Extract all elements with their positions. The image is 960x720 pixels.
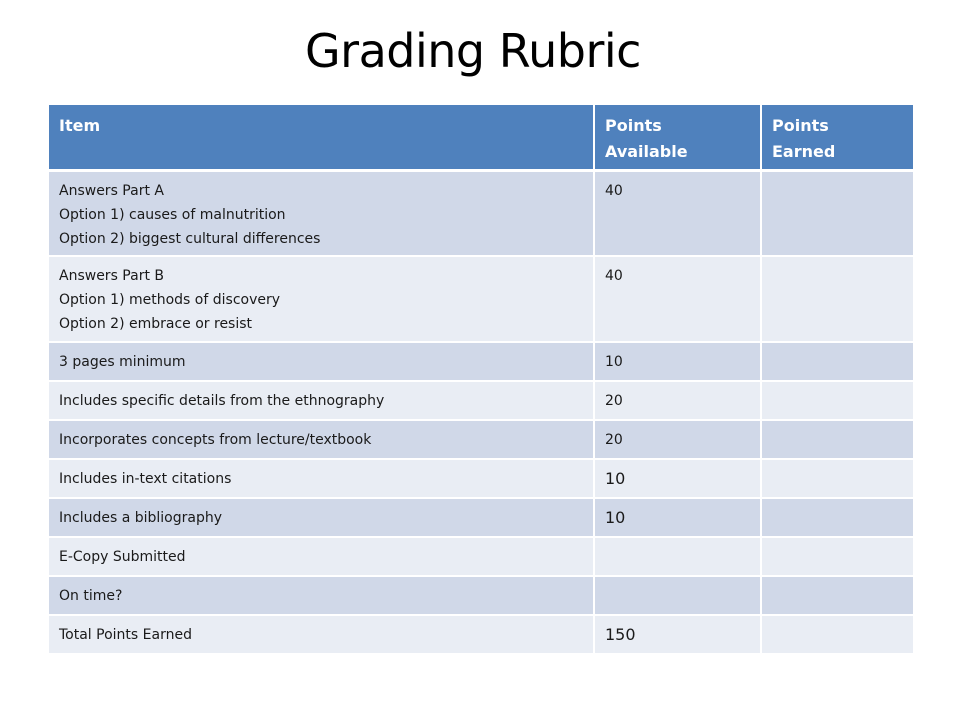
cell-points-earned (761, 576, 914, 615)
header-points-earned (761, 104, 914, 170)
cell-points-available: 150 (594, 615, 761, 654)
table-row (48, 381, 914, 420)
table-row (48, 170, 914, 256)
cell-points-earned (761, 256, 914, 342)
item-line: Option 2) biggest cultural differences (59, 230, 321, 247)
header-points-earned-line1: Points (772, 116, 829, 135)
cell-points-available: 10 (594, 459, 761, 498)
item-line: Option 2) embrace or resist (59, 316, 253, 332)
table-row (48, 420, 914, 459)
header-points-earned-line2: Earned (772, 142, 836, 161)
page-title: Grading Rubric (305, 24, 641, 78)
cell-points-earned (761, 615, 914, 654)
cell-points-available: 20 (594, 420, 761, 459)
cell-points-earned (761, 498, 914, 537)
table-row (48, 537, 914, 576)
item-line: Option 1) methods of discovery (59, 292, 281, 308)
cell-points-earned (761, 537, 914, 576)
header-item: Item (48, 104, 594, 170)
header-points-available-line2: Available (605, 142, 688, 161)
cell-points-available: 40 (594, 170, 761, 256)
cell-points-earned (761, 170, 914, 256)
cell-item (48, 170, 594, 256)
item-line: Answers Part B (59, 268, 164, 284)
table-row (48, 459, 914, 498)
cell-item: E-Copy Submitted (48, 537, 594, 576)
cell-points-available: 20 (594, 381, 761, 420)
cell-item (48, 256, 594, 342)
header-points-available-line1: Points (605, 116, 662, 135)
cell-points-earned (761, 381, 914, 420)
cell-item: Total Points Earned (48, 615, 594, 654)
cell-points-available (594, 537, 761, 576)
cell-points-available (594, 576, 761, 615)
table-row (48, 498, 914, 537)
table-row (48, 342, 914, 381)
cell-points-available: 40 (594, 256, 761, 342)
cell-points-available: 10 (594, 498, 761, 537)
table-row (48, 256, 914, 342)
grading-rubric-table (47, 103, 915, 655)
cell-points-available: 10 (594, 342, 761, 381)
cell-item: Includes a bibliography (48, 498, 594, 537)
cell-item: On time? (48, 576, 594, 615)
cell-points-earned (761, 420, 914, 459)
cell-item: Incorporates concepts from lecture/textbook (48, 420, 594, 459)
header-points-available (594, 104, 761, 170)
item-line: Option 1) causes of malnutrition (59, 206, 286, 223)
cell-points-earned (761, 459, 914, 498)
table-row (48, 576, 914, 615)
cell-item: Includes specific details from the ethnography (48, 381, 594, 420)
header-row (48, 104, 914, 170)
cell-points-earned (761, 342, 914, 381)
table-row (48, 615, 914, 654)
cell-item: 3 pages minimum (48, 342, 594, 381)
cell-item: Includes in-text citations (48, 459, 594, 498)
item-line: Answers Part A (59, 182, 164, 199)
